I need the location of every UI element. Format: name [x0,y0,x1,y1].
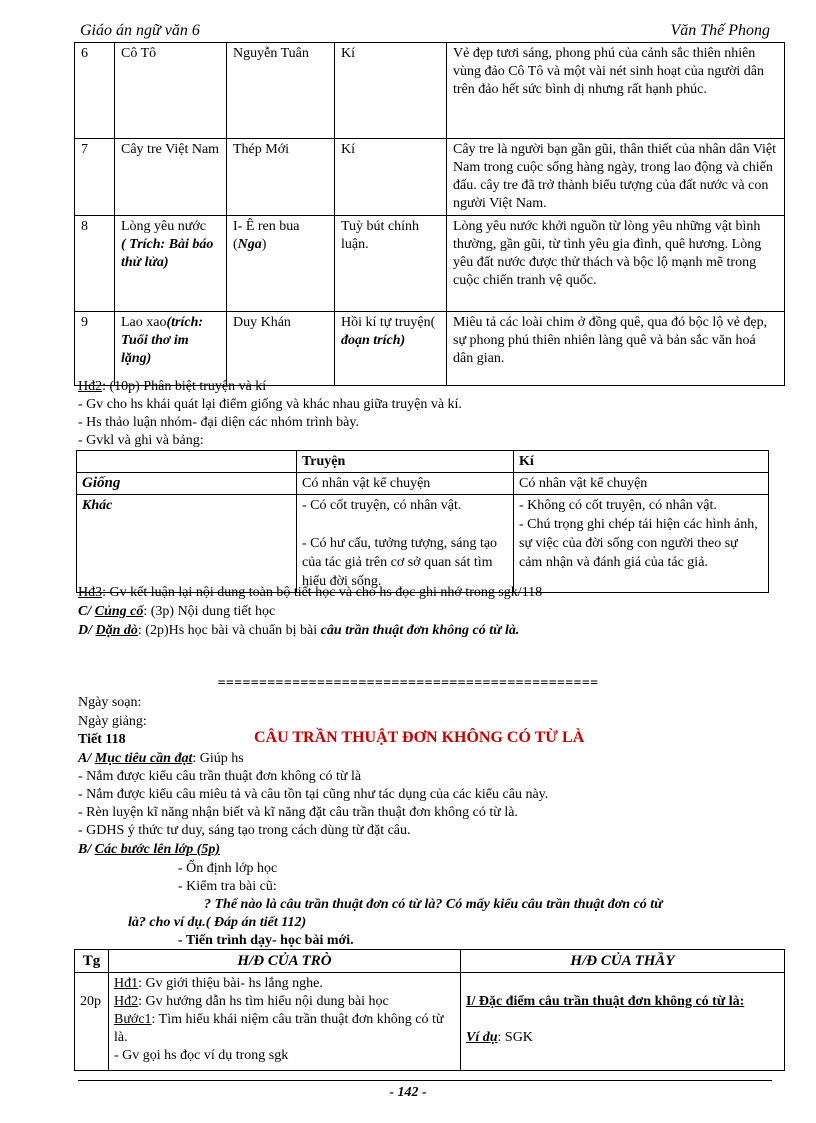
muc-tieu-line: A/ Mục tiêu cần đạt: Giúp hs [78,751,244,766]
work-genre: Tuỳ bút chính luận. [335,216,447,312]
work-title: Cô Tô [115,43,227,139]
ngay-giang: Ngày giảng: [78,714,147,729]
text-line: - Hs thảo luận nhóm- đại diện các nhóm trình bày. [78,415,359,430]
row-label: Khác [77,495,297,593]
footer-rule [78,1080,772,1081]
column-header: Truyện [297,451,514,473]
question-line: là? cho ví dụ.( Đáp án tiết 112) [128,915,307,930]
work-author: Duy Khán [227,312,335,386]
work-title: Cây tre Việt Nam [115,139,227,216]
table-row [75,312,785,386]
hd3-line: Hđ3: Gv kết luận lại nội dung toàn bộ tiết học và cho hs đọc ghi nhớ trong sgk/118 [78,585,543,600]
goal-item: - GDHS ý thức tư duy, sáng tạo trong cách dùng từ đặt câu. [78,823,411,838]
work-author: Nguyễn Tuân [227,43,335,139]
row-number: 7 [75,139,115,216]
student-activity: Hđ1: Gv giới thiệu bài- hs lắng nghe. Hđ2: Gv hướng dẫn hs tìm hiểu nội dung bài học Bước1: Tìm hiểu khái niệm câu trần thuật đơn không có từ là. - Gv gọi hs đọc ví dụ trong sgk [109,973,461,1071]
table-row [75,973,785,1071]
column-header: Tg [75,950,109,973]
cac-buoc-line: B/ Các bước lên lớp (5p) [78,842,221,857]
goal-item: - Nắm được kiểu câu miêu tả và câu tồn tại cũng như tác dụng của các kiểu câu này. [78,787,549,802]
header-left: Giáo án ngữ văn 6 [80,22,200,39]
row-number: 9 [75,312,115,386]
divider: ============================================== [217,676,599,691]
table-row [75,216,785,312]
column-header: H/Đ CỦA TRÒ [109,950,461,973]
work-title-note: ( Trích: Bài báo thử lửa) [121,237,214,270]
step-item: - Kiểm tra bài cũ: [178,879,277,894]
ngay-soan: Ngày soạn: [78,695,142,710]
hd2-line: Hđ2: (10p) Phân biệt truyện và kí [78,379,267,394]
table-row: Giống Có nhân vật kể chuyện Có nhân vật kể chuyện [77,473,769,495]
table-row [77,451,769,473]
work-content: Vẻ đẹp tươi sáng, phong phú của cảnh sắc thiên nhiên vùng đảo Cô Tô và một vài nét sinh hoạt của người dân trên đảo hết sức bình dị nhưng rất hạnh phúc. [447,43,785,139]
work-content: Lòng yêu nước khởi nguồn từ lòng yêu những vật bình thường, gần gũi, từ tình yêu gia đình, quê hương. Lòng yêu đất nước được thử thách và bộc lộ mạnh mẽ trong cuộc chiến tranh vệ quốc. [447,216,785,312]
cungco-line: C/ Củng cố: (3p) Nội dung tiết học [78,604,276,619]
work-title: Lòng yêu nước ( Trích: Bài báo thử lửa) [115,216,227,312]
compare-table [76,450,769,593]
work-title-note: (trích: Tuổi thơ im lặng) [121,315,204,366]
teacher-activity: I/ Đặc điểm câu trần thuật đơn không có từ là: Ví dụ: SGK [461,973,785,1071]
table-row [75,950,785,973]
header-right: Văn Thế Phong [670,22,770,39]
time-cell: 20p [75,973,109,1071]
tien-trinh-line: - Tiến trình dạy- học bài mới. [178,933,354,948]
dando-line: D/ Dặn dò: (2p)Hs học bài và chuẩn bị bài câu trần thuật đơn không có từ là. [78,623,520,638]
work-genre: Hồi kí tự truyện( đoạn trích) [335,312,447,386]
work-title: Lao xao(trích: Tuổi thơ im lặng) [115,312,227,386]
column-header: Kí [514,451,769,473]
tiet-number: Tiết 118 [78,732,126,747]
work-genre: Kí [335,139,447,216]
text-line: - Gv cho hs khái quát lại điểm giống và khác nhau giữa truyện và kí. [78,397,462,412]
text-line: - Gvkl và ghi và bảng: [78,433,204,448]
row-number: 6 [75,43,115,139]
lesson-table [74,949,785,1071]
work-content: Miêu tả các loài chim ở đồng quê, qua đó bộc lộ vẻ đẹp, sự phong phú thiên nhiên làng quê và bản sắc văn hoá dân gian. [447,312,785,386]
goal-item: - Rèn luyện kĩ năng nhận biết và kĩ năng đặt câu trần thuật đơn không có từ là. [78,805,518,820]
step-item: - Ổn định lớp học [178,861,278,876]
row-label: Giống [77,473,297,495]
table-row: Khác - Có cốt truyện, có nhân vật. - Có hư cấu, tưởng tượng, sáng tạo của tác giả trên cơ sở quan sát tìm hiểu đời sống. - Không có cốt truyện, có nhân vật. - Chú trọng ghi chép tái hiện các hình ảnh, sự việc của đời sống con người theo sự cảm nhận và đánh giá của tác giả. [77,495,769,593]
work-genre: Kí [335,43,447,139]
table-row [75,139,785,216]
page-header [78,22,772,43]
author-note: Nga [237,237,262,252]
goal-item: - Nắm được kiểu câu trần thuật đơn không có từ là [78,769,362,784]
question-line: ? Thế nào là câu trần thuật đơn có từ là? Có mấy kiểu câu trần thuật đơn có từ [204,897,663,912]
page-number: - 142 - [389,1085,427,1100]
table-row [75,43,785,139]
works-table [74,42,785,386]
column-header: H/Đ CỦA THẦY [461,950,785,973]
work-content: Cây tre là người bạn gần gũi, thân thiết của nhân dân Việt Nam trong cuộc sống hàng ngày, trong lao động và chiến đấu. cây tre đã trở thành biểu tượng của đất nước và con người Việt Nam. [447,139,785,216]
work-author: Thép Mới [227,139,335,216]
genre-note: đoạn trích) [341,333,406,348]
row-number: 8 [75,216,115,312]
lesson-title: CÂU TRẦN THUẬT ĐƠN KHÔNG CÓ TỪ LÀ [254,729,585,746]
work-author: I- Ê ren bua (Nga) [227,216,335,312]
